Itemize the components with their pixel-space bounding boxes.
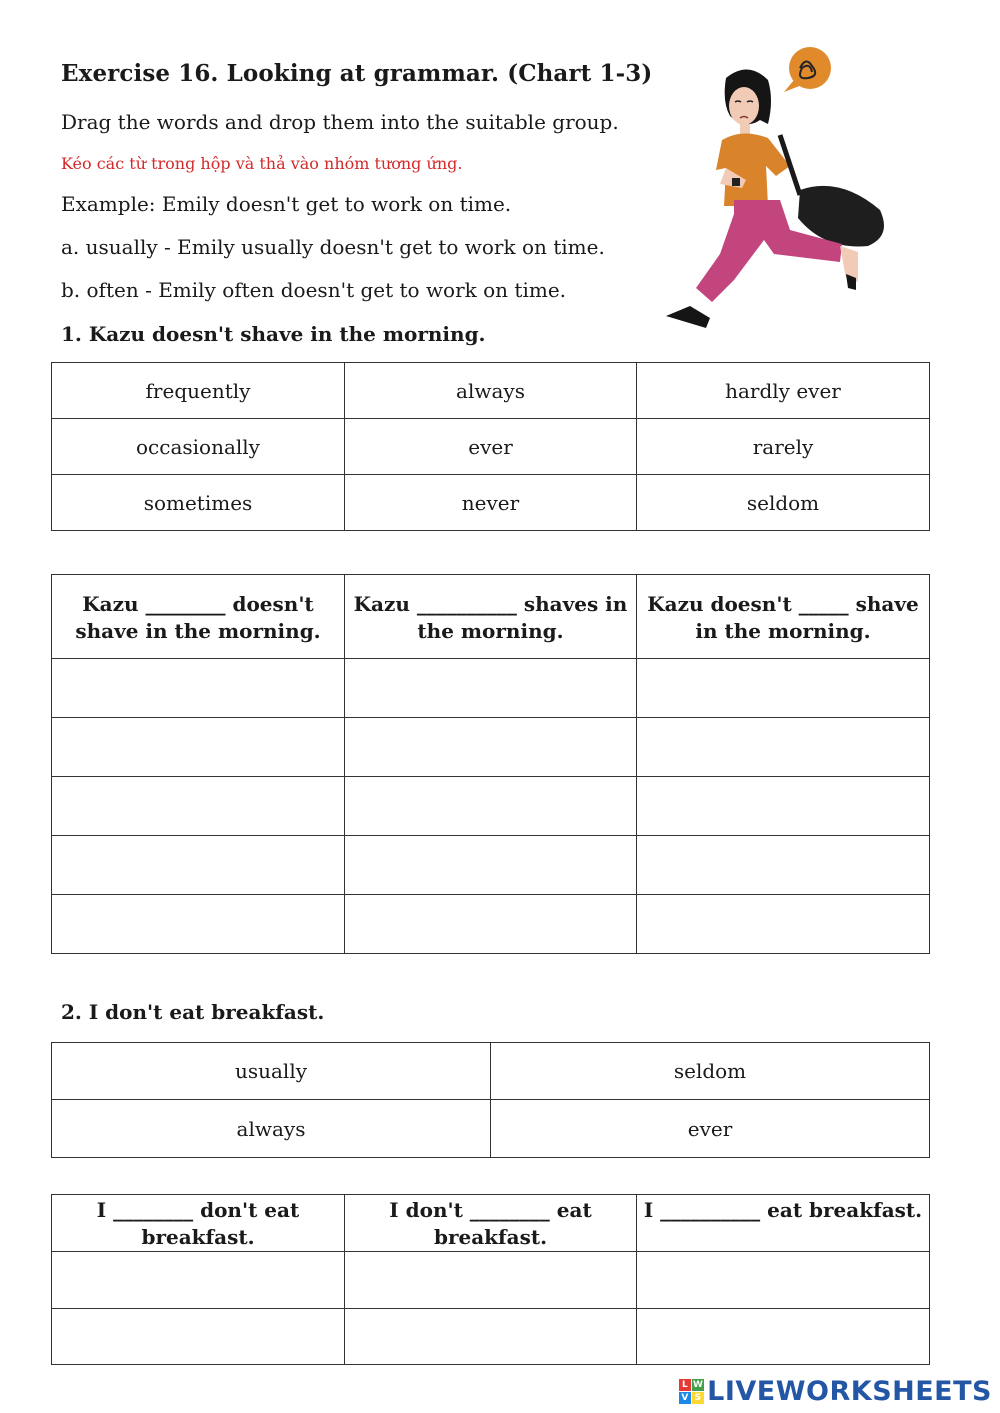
word-tile[interactable]: always bbox=[52, 1100, 491, 1158]
logo-letter: S bbox=[692, 1392, 704, 1404]
section-2-heading: 2. I don't eat breakfast. bbox=[61, 1000, 325, 1024]
group-header: Kazu doesn't _____ shave in the morning. bbox=[637, 575, 930, 659]
drop-zone[interactable] bbox=[637, 1309, 930, 1365]
drop-zone[interactable] bbox=[52, 1252, 345, 1309]
group-header: I __________ eat breakfast. bbox=[637, 1195, 930, 1252]
word-tile[interactable]: always bbox=[345, 363, 637, 419]
drop-zone[interactable] bbox=[345, 895, 637, 954]
liveworksheets-logo bbox=[679, 1376, 992, 1407]
group-header: I don't ________ eat breakfast. bbox=[345, 1195, 637, 1252]
running-girl-illustration bbox=[630, 40, 900, 340]
section-2-word-bank bbox=[51, 1042, 930, 1158]
section-1-groups-table bbox=[51, 574, 930, 954]
word-tile[interactable]: occasionally bbox=[52, 419, 345, 475]
drop-zone[interactable] bbox=[637, 777, 930, 836]
drop-zone[interactable] bbox=[345, 836, 637, 895]
example-b: b. often - Emily often doesn't get to work on time. bbox=[61, 278, 567, 302]
drop-zone[interactable] bbox=[637, 895, 930, 954]
section-1-heading: 1. Kazu doesn't shave in the morning. bbox=[61, 322, 486, 346]
drop-zone[interactable] bbox=[637, 718, 930, 777]
drop-zone[interactable] bbox=[52, 659, 345, 718]
drop-zone[interactable] bbox=[52, 1309, 345, 1365]
word-tile[interactable]: never bbox=[345, 475, 637, 531]
drop-zone[interactable] bbox=[345, 718, 637, 777]
drop-zone[interactable] bbox=[52, 836, 345, 895]
example-a: a. usually - Emily usually doesn't get to work on time. bbox=[61, 235, 605, 259]
word-tile[interactable]: ever bbox=[491, 1100, 930, 1158]
drop-zone[interactable] bbox=[52, 718, 345, 777]
section-2-groups-table bbox=[51, 1194, 930, 1365]
logo-letter: W bbox=[692, 1380, 704, 1390]
drop-zone[interactable] bbox=[345, 659, 637, 718]
example-sentence: Example: Emily doesn't get to work on time. bbox=[61, 192, 512, 216]
drop-zone[interactable] bbox=[345, 777, 637, 836]
word-tile[interactable]: frequently bbox=[52, 363, 345, 419]
word-tile[interactable]: seldom bbox=[637, 475, 930, 531]
word-tile[interactable]: ever bbox=[345, 419, 637, 475]
word-tile[interactable]: usually bbox=[52, 1043, 491, 1100]
instruction-text: Drag the words and drop them into the suitable group. bbox=[61, 110, 619, 134]
logo-icon bbox=[679, 1379, 704, 1404]
drop-zone[interactable] bbox=[637, 1252, 930, 1309]
word-tile[interactable]: hardly ever bbox=[637, 363, 930, 419]
word-tile[interactable]: sometimes bbox=[52, 475, 345, 531]
logo-letter: L bbox=[679, 1379, 691, 1391]
word-tile[interactable]: rarely bbox=[637, 419, 930, 475]
word-tile[interactable]: seldom bbox=[491, 1043, 930, 1100]
drop-zone[interactable] bbox=[52, 895, 345, 954]
group-header: I ________ don't eat breakfast. bbox=[52, 1195, 345, 1252]
section-1-word-bank bbox=[51, 362, 930, 531]
drop-zone[interactable] bbox=[345, 1252, 637, 1309]
drop-zone[interactable] bbox=[345, 1309, 637, 1365]
drop-zone[interactable] bbox=[637, 836, 930, 895]
drop-zone[interactable] bbox=[52, 777, 345, 836]
logo-letter: V bbox=[679, 1392, 691, 1404]
exercise-title: Exercise 16. Looking at grammar. (Chart 1-3) bbox=[61, 60, 653, 87]
drop-zone[interactable] bbox=[637, 659, 930, 718]
instruction-vietnamese: Kéo các từ trong hộp và thả vào nhóm tương ứng. bbox=[61, 154, 463, 173]
group-header: Kazu ________ doesn't shave in the morning. bbox=[52, 575, 345, 659]
brand-name: LIVEWORKSHEETS bbox=[707, 1376, 992, 1407]
group-header: Kazu __________ shaves in the morning. bbox=[345, 575, 637, 659]
